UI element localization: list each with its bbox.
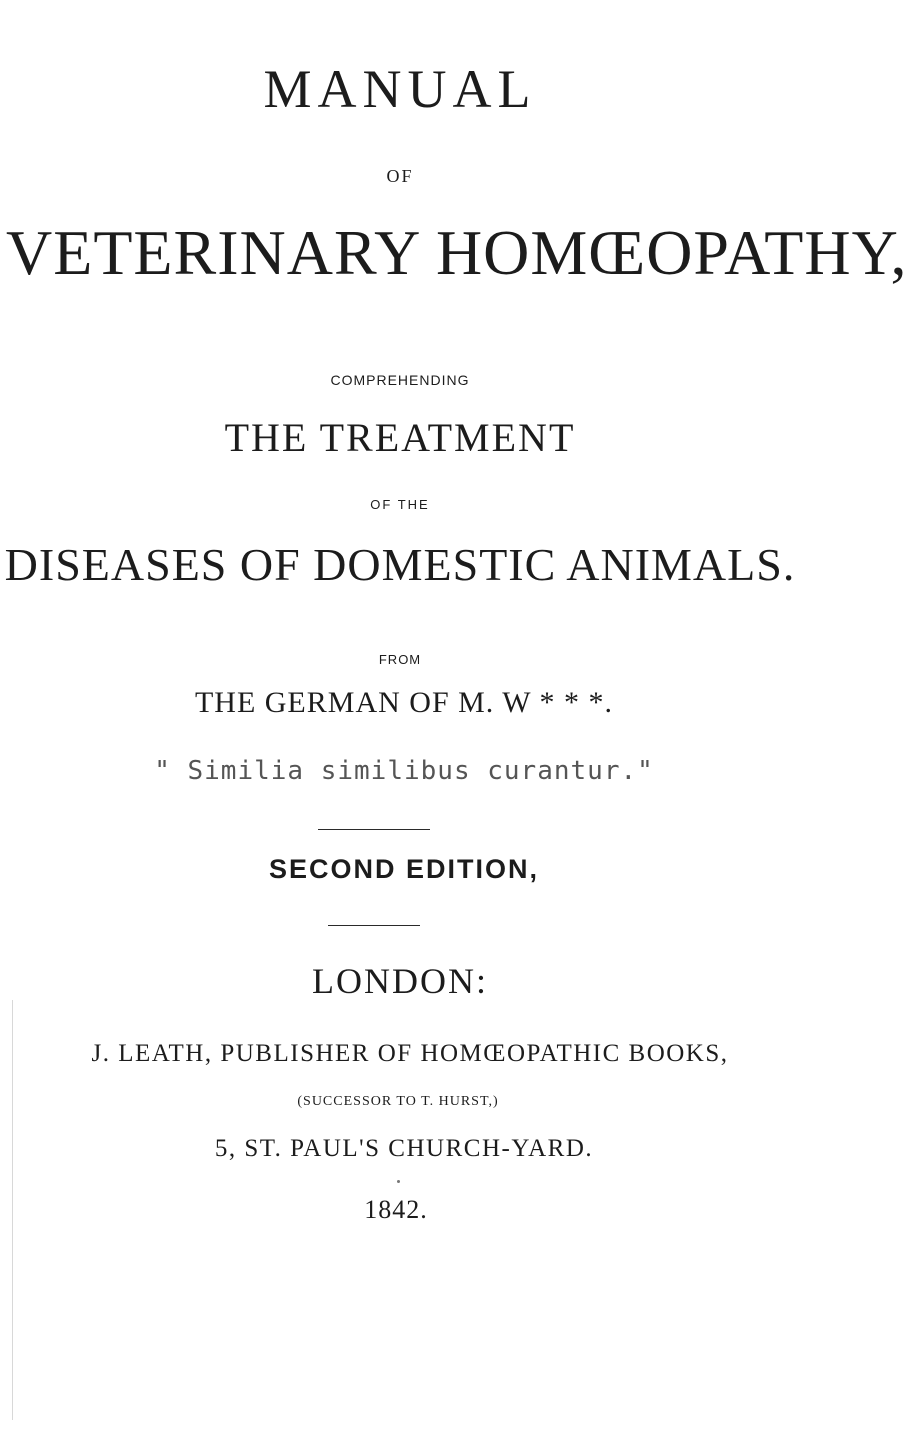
translation-source: THE GERMAN OF M. W * * *. <box>194 686 614 719</box>
divider-top <box>318 829 430 830</box>
subtitle-of-the: OF THE <box>370 497 430 512</box>
imprint-publisher: J. LEATH, PUBLISHER OF HOMŒOPATHIC BOOKS, <box>91 1040 729 1067</box>
title-manual: MANUAL <box>263 59 537 119</box>
ink-dot <box>397 1180 400 1183</box>
imprint-address: 5, ST. PAUL'S CHURCH-YARD. <box>214 1135 594 1162</box>
divider-bottom <box>328 925 420 926</box>
imprint-city: LONDON: <box>312 961 488 1001</box>
subtitle-comprehending: COMPREHENDING <box>330 372 470 388</box>
title-of: OF <box>386 166 414 186</box>
imprint-year: 1842. <box>364 1195 428 1224</box>
imprint-successor: (SUCCESSOR TO T. HURST,) <box>297 1094 499 1109</box>
translation-from: FROM <box>378 652 422 667</box>
edition: SECOND EDITION, <box>268 854 540 884</box>
motto: " Similia similibus curantur." <box>154 756 654 786</box>
page-edge-shadow <box>12 1000 13 1420</box>
title-main: VETERINARY HOMŒOPATHY, <box>6 217 908 288</box>
subtitle-treatment: THE TREATMENT <box>224 415 576 460</box>
subtitle-diseases: DISEASES OF DOMESTIC ANIMALS. <box>4 539 796 590</box>
